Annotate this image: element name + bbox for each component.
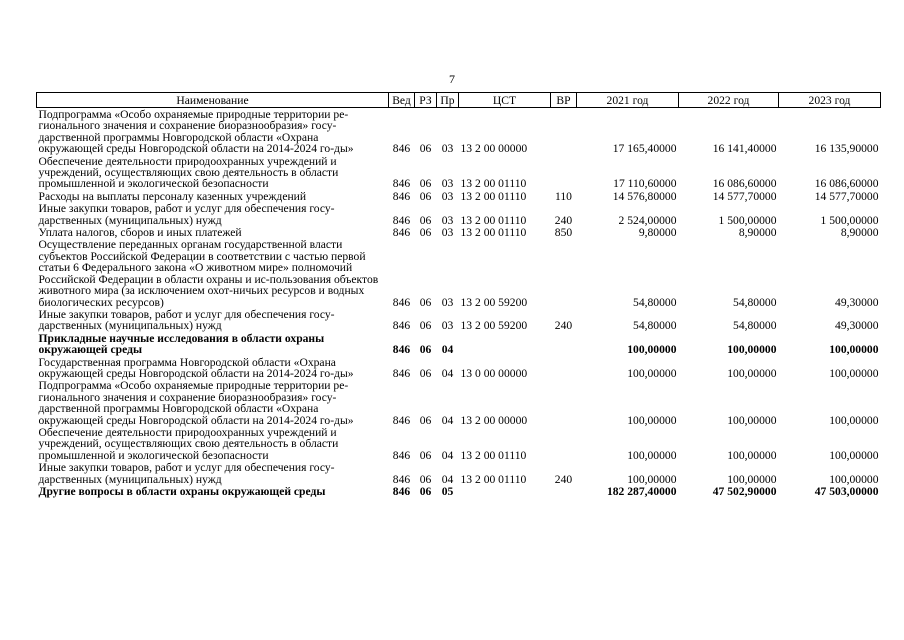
row-amount-2023: 8,90000 bbox=[840, 226, 879, 240]
row-rz: 06 bbox=[419, 472, 432, 486]
row-vr: 240 bbox=[554, 472, 573, 486]
row-amount-2022: 1 500,00000 bbox=[718, 213, 777, 227]
budget-table bbox=[36, 92, 881, 497]
row-vr bbox=[551, 426, 577, 461]
table-row bbox=[37, 108, 881, 155]
row-rz: 06 bbox=[419, 295, 432, 309]
row-rz: 06 bbox=[419, 485, 432, 498]
row-amount-2022: 100,00000 bbox=[727, 472, 777, 486]
row-ved: 846 bbox=[392, 413, 411, 427]
row-amount-2023: 100,00000 bbox=[829, 472, 879, 486]
row-name: Прикладные научные исследования в области охраны окружающей среды bbox=[38, 331, 325, 357]
row-ved: 846 bbox=[392, 472, 411, 486]
row-cst: 13 0 00 00000 bbox=[460, 366, 528, 380]
row-rz: 06 bbox=[419, 177, 432, 191]
row-pr: 03 bbox=[441, 142, 454, 156]
row-pr: 04 bbox=[441, 413, 454, 427]
row-amount-2023: 100,00000 bbox=[829, 413, 879, 427]
row-ved: 846 bbox=[392, 226, 411, 240]
row-cst bbox=[459, 485, 551, 497]
row-ved: 846 bbox=[392, 177, 411, 191]
table-body bbox=[37, 108, 881, 498]
row-vr bbox=[551, 155, 577, 190]
row-cst: 13 2 00 01110 bbox=[460, 226, 527, 240]
header-2022: 2022 год bbox=[679, 93, 779, 108]
row-cst bbox=[459, 332, 551, 356]
row-amount-2023: 1 500,00000 bbox=[820, 213, 879, 227]
row-pr: 04 bbox=[441, 472, 454, 486]
row-pr: 03 bbox=[441, 319, 454, 333]
row-ved: 846 bbox=[392, 366, 411, 380]
header-pr: Пр bbox=[437, 93, 459, 108]
row-amount-2021: 100,00000 bbox=[627, 366, 677, 380]
header-vr: ВР bbox=[551, 93, 577, 108]
row-ved: 846 bbox=[392, 319, 411, 333]
row-vr bbox=[551, 356, 577, 380]
row-pr: 05 bbox=[441, 485, 454, 498]
row-amount-2022: 16 086,60000 bbox=[712, 177, 777, 191]
row-amount-2021: 100,00000 bbox=[627, 472, 677, 486]
row-amount-2021: 17 110,60000 bbox=[613, 177, 677, 191]
table-row bbox=[37, 155, 881, 190]
row-cst: 13 2 00 01110 bbox=[460, 177, 527, 191]
row-cst: 13 2 00 01110 bbox=[460, 213, 527, 227]
row-ved: 846 bbox=[392, 485, 411, 498]
row-ved: 846 bbox=[392, 189, 411, 203]
row-rz: 06 bbox=[419, 189, 432, 203]
row-name: Уплата налогов, сборов и иных платежей bbox=[38, 226, 242, 240]
table-row bbox=[37, 308, 881, 332]
row-amount-2022: 14 577,70000 bbox=[712, 189, 777, 203]
row-name: Иные закупки товаров, работ и услуг для обеспечения госу-дарственных (муниципальных) нужд bbox=[38, 307, 335, 333]
header-name: Наименование bbox=[37, 93, 389, 108]
row-pr: 04 bbox=[441, 448, 454, 462]
table-row bbox=[37, 461, 881, 485]
row-name: Расходы на выплаты персоналу казенных учреждений bbox=[38, 189, 307, 203]
row-amount-2021: 54,80000 bbox=[633, 319, 677, 333]
row-vr: 240 bbox=[554, 213, 573, 227]
row-amount-2022: 8,90000 bbox=[738, 226, 777, 240]
row-amount-2023: 100,00000 bbox=[829, 343, 879, 357]
row-amount-2022: 47 502,90000 bbox=[712, 485, 777, 498]
row-amount-2021: 182 287,40000 bbox=[606, 485, 677, 498]
row-rz: 06 bbox=[419, 413, 432, 427]
row-amount-2023: 16 086,60000 bbox=[814, 177, 879, 191]
row-cst: 13 2 00 59200 bbox=[460, 319, 528, 333]
row-pr: 03 bbox=[441, 177, 454, 191]
row-pr: 03 bbox=[441, 226, 454, 240]
row-name: Иные закупки товаров, работ и услуг для обеспечения госу-дарственных (муниципальных) нужд bbox=[38, 461, 335, 486]
row-amount-2021: 9,80000 bbox=[638, 226, 677, 240]
row-name: Подпрограмма «Особо охраняемые природные территории ре-гионального значения и сохранение биоразнообразия» госу-дарственной программы Новгородской области «Охрана окружающей среды Новгородской области на 2014-2024 го-ды» bbox=[38, 108, 354, 156]
row-amount-2022: 54,80000 bbox=[733, 295, 777, 309]
row-rz: 06 bbox=[419, 226, 432, 240]
row-cst: 13 2 00 01110 bbox=[460, 448, 527, 462]
table-row bbox=[37, 356, 881, 380]
row-amount-2022: 100,00000 bbox=[727, 448, 777, 462]
header-2021: 2021 год bbox=[577, 93, 679, 108]
row-name: Государственная программа Новгородской области «Охрана окружающей среды Новгородской области на 2014-2024 го-ды» bbox=[38, 355, 354, 380]
row-vr bbox=[551, 108, 577, 155]
row-amount-2023: 49,30000 bbox=[835, 319, 879, 333]
table-row bbox=[37, 202, 881, 226]
row-rz: 06 bbox=[419, 319, 432, 333]
row-vr bbox=[551, 238, 577, 307]
row-name: Обеспечение деятельности природоохранных учреждений и учреждений, осуществляющих свою деятельность в области промышленной и экологической безопасности bbox=[38, 154, 339, 191]
row-vr: 110 bbox=[555, 189, 572, 203]
row-cst: 13 2 00 59200 bbox=[460, 295, 528, 309]
row-ved: 846 bbox=[392, 448, 411, 462]
row-pr: 03 bbox=[441, 213, 454, 227]
row-name: Обеспечение деятельности природоохранных учреждений и учреждений, осуществляющих свою деятельность в области промышленной и экологической безопасности bbox=[38, 425, 339, 462]
table-row bbox=[37, 238, 881, 307]
header-ved: Вед bbox=[389, 93, 415, 108]
row-amount-2023: 49,30000 bbox=[835, 295, 879, 309]
row-amount-2022: 100,00000 bbox=[727, 343, 777, 357]
row-name: Другие вопросы в области охраны окружающей среды bbox=[38, 485, 326, 498]
row-vr: 850 bbox=[554, 226, 573, 240]
row-name: Подпрограмма «Особо охраняемые природные территории ре-гионального значения и сохранение биоразнообразия» госу-дарственной программы Новгородской области «Охрана окружающей среды Новгородской области на 2014-2024 го-ды» bbox=[38, 379, 354, 427]
table-row bbox=[37, 190, 881, 202]
row-amount-2021: 17 165,40000 bbox=[612, 142, 677, 156]
row-amount-2021: 14 576,80000 bbox=[612, 189, 677, 203]
table-row bbox=[37, 332, 881, 356]
row-pr: 03 bbox=[441, 295, 454, 309]
page-number: 7 bbox=[449, 72, 455, 86]
row-rz: 06 bbox=[419, 343, 432, 357]
row-ved: 846 bbox=[392, 213, 411, 227]
row-ved: 846 bbox=[392, 295, 411, 309]
row-amount-2022: 100,00000 bbox=[727, 413, 777, 427]
header-rz: РЗ bbox=[415, 93, 437, 108]
table-row bbox=[37, 226, 881, 238]
row-rz: 06 bbox=[419, 213, 432, 227]
header-cst: ЦСТ bbox=[459, 93, 551, 108]
row-vr: 240 bbox=[554, 319, 573, 333]
row-amount-2022: 16 141,40000 bbox=[712, 142, 777, 156]
row-cst: 13 2 00 01110 bbox=[460, 189, 527, 203]
row-cst: 13 2 00 01110 bbox=[460, 472, 527, 486]
row-amount-2021: 54,80000 bbox=[633, 295, 677, 309]
row-ved: 846 bbox=[392, 142, 411, 156]
row-rz: 06 bbox=[419, 448, 432, 462]
row-pr: 04 bbox=[441, 366, 454, 380]
row-cst: 13 2 00 00000 bbox=[460, 413, 528, 427]
row-amount-2022: 54,80000 bbox=[733, 319, 777, 333]
row-amount-2021: 100,00000 bbox=[627, 413, 677, 427]
header-2023: 2023 год bbox=[779, 93, 881, 108]
table-header-row bbox=[37, 93, 881, 108]
row-name: Иные закупки товаров, работ и услуг для обеспечения госу-дарственных (муниципальных) нужд bbox=[38, 202, 335, 227]
row-rz: 06 bbox=[419, 142, 432, 156]
row-amount-2022: 100,00000 bbox=[727, 366, 777, 380]
row-vr bbox=[551, 379, 577, 426]
row-rz: 06 bbox=[419, 366, 432, 380]
row-amount-2021: 2 524,00000 bbox=[618, 213, 677, 227]
row-pr: 04 bbox=[441, 343, 454, 357]
row-cst: 13 2 00 00000 bbox=[460, 142, 528, 156]
row-ved: 846 bbox=[392, 343, 411, 357]
row-amount-2023: 100,00000 bbox=[829, 448, 879, 462]
row-amount-2023: 47 503,00000 bbox=[814, 485, 879, 498]
table-row bbox=[37, 426, 881, 461]
table-row bbox=[37, 379, 881, 426]
row-amount-2021: 100,00000 bbox=[627, 343, 677, 357]
row-amount-2023: 14 577,70000 bbox=[814, 189, 879, 203]
row-amount-2023: 100,00000 bbox=[829, 366, 879, 380]
row-vr bbox=[551, 332, 577, 356]
row-pr: 03 bbox=[441, 189, 454, 203]
row-amount-2021: 100,00000 bbox=[627, 448, 677, 462]
table-row bbox=[37, 485, 881, 497]
row-amount-2023: 16 135,90000 bbox=[814, 142, 879, 156]
row-vr bbox=[551, 485, 577, 497]
row-name: Осуществление переданных органам государственной власти субъектов Российской Федерации в соответствии с частью первой статьи 6 Федерального закона «О животном мире» полномочий Российской Федерации в области охраны и ис-пользования объектов животного мира (за исключением охот-ничьих ресурсов и водных биологических ресурсов) bbox=[38, 238, 379, 309]
